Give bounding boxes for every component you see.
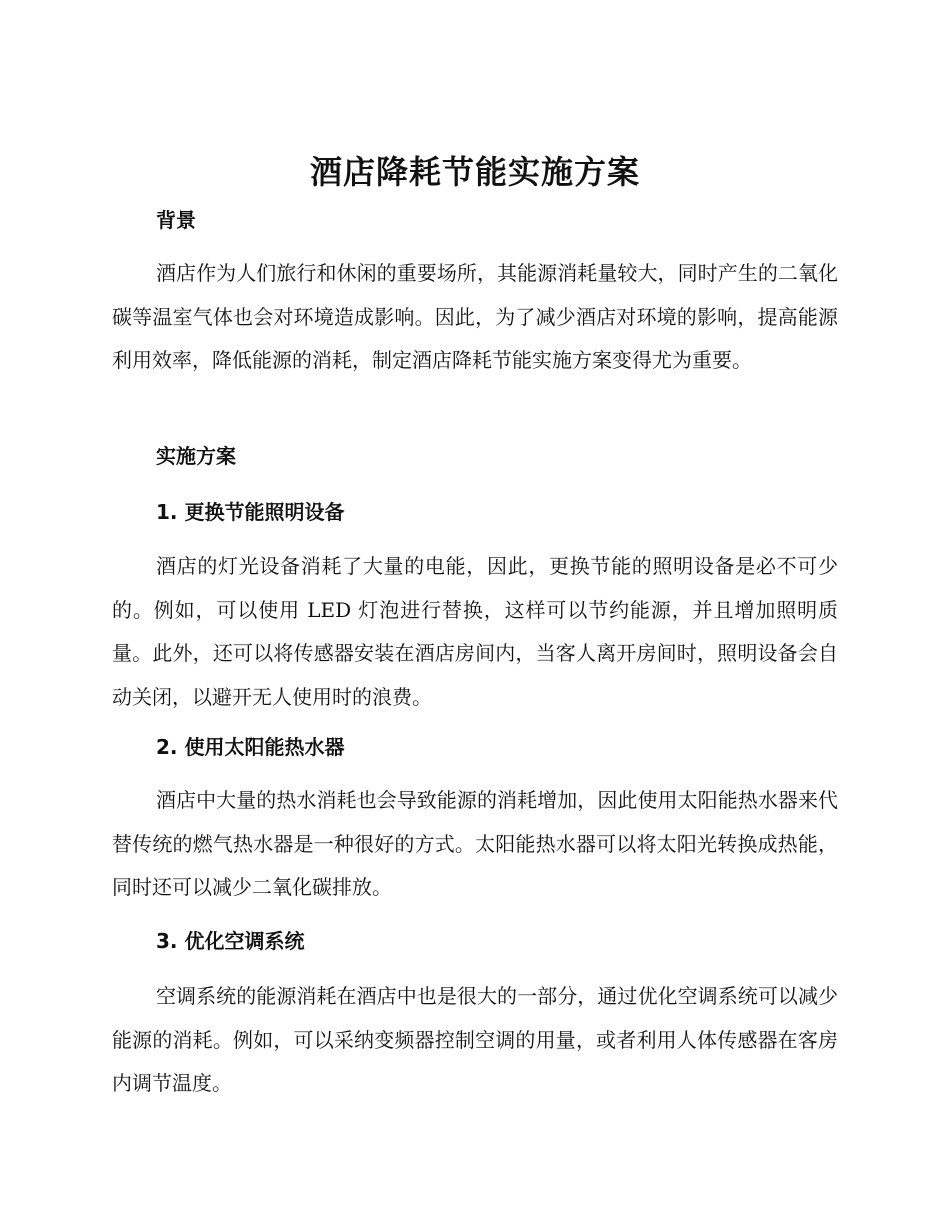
item-heading-air-conditioning: 3. 优化空调系统 [156, 929, 305, 953]
item-heading-solar-heater: 2. 使用太阳能热水器 [156, 735, 345, 759]
paragraph-background: 酒店作为人们旅行和休闲的重要场所，其能源消耗量较大，同时产生的二氧化碳等温室气体也会对环境造成影响。因此，为了减少酒店对环境的影响，提高能源利用效率，降低能源的消耗，制定酒店降耗节能实施方案变得尤为重要。 [112, 261, 838, 372]
paragraph-air-conditioning: 空调系统的能源消耗在酒店中也是很大的一部分，通过优化空调系统可以减少能源的消耗。例如，可以采纳变频器控制空调的用量，或者利用人体传感器在客房内调节温度。 [112, 984, 838, 1095]
document-title: 酒店降耗节能实施方案 [309, 153, 640, 191]
section-heading-background: 背景 [156, 208, 196, 232]
paragraph-lighting: 酒店的灯光设备消耗了大量的电能，因此，更换节能的照明设备是必不可少的。例如，可以使用 LED 灯泡进行替换，这样可以节约能源，并且增加照明质量。此外，还可以将传感器安装在酒店房间内，当客人离开房间时，照明设备会自动关闭，以避开无人使用时的浪费。 [112, 554, 838, 709]
paragraph-solar-heater: 酒店中大量的热水消耗也会导致能源的消耗增加，因此使用太阳能热水器来代替传统的燃气热水器是一种很好的方式。太阳能热水器可以将太阳光转换成热能，同时还可以减少二氧化碳排放。 [112, 788, 838, 899]
item-heading-lighting: 1. 更换节能照明设备 [156, 500, 345, 524]
section-heading-plan: 实施方案 [156, 444, 236, 468]
